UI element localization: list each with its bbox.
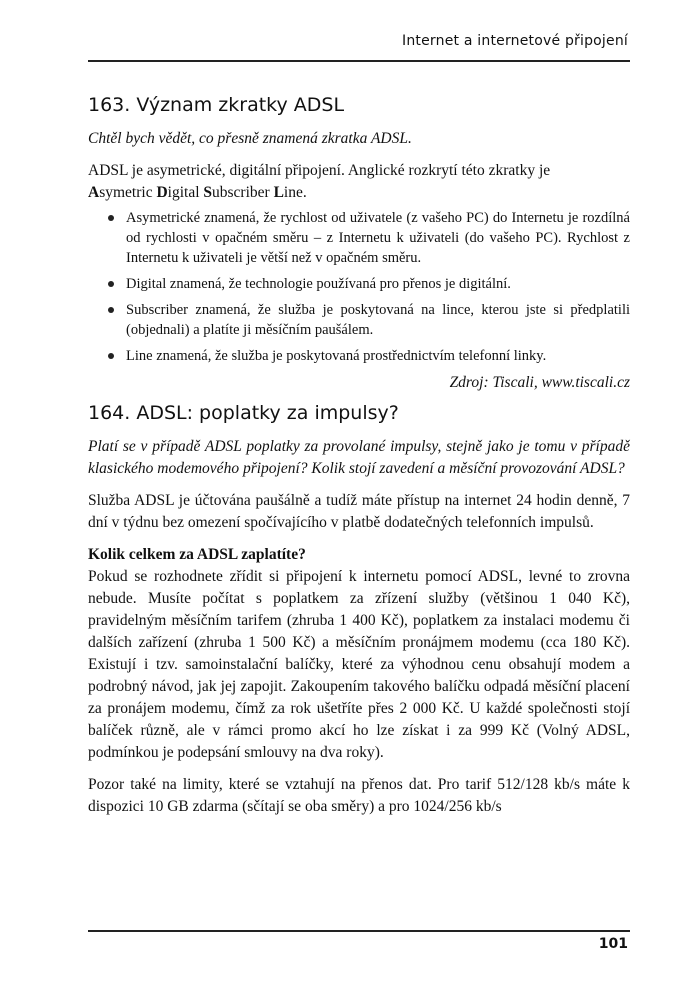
page-content (88, 92, 630, 818)
rest-a: symetric (99, 184, 157, 201)
header-rule (88, 60, 630, 62)
list-item: Line znamená, že služba je poskytovaná prostřednictvím telefonní linky. (88, 346, 630, 366)
list-item: Subscriber znamená, že služba je poskytovaná na lince, kterou jste si předplatili (objednali) a platíte ji měsíčním paušálem. (88, 300, 630, 340)
intro-text: ADSL je asymetrické, digitální připojení. Anglické rozkrytí této zkratky je (88, 162, 551, 179)
section-164-paragraph-1: Pokud se rozhodnete zřídit si připojení k internetu pomocí ADSL, levné to zrovna nebude. Musíte počítat s poplatkem za zřízení služby (většinou 1 040 Kč), pravidelným měsíčním tarifem (zhruba 1 400 Kč), poplatkem za instalaci modemu či dalších zařízení (zhruba 1 500 Kč) a měsíčním pronájmem modemu (cca 180 Kč). Existují i tzv. samoinstalační balíčky, které za výhodnou cenu obsahují modem a podrobný návod, jak jej zapojit. Zakoupením takového balíčku odpadá měsíční placení za pronájem modemu, čímž za rok ušetříte přes 2 000 Kč. U každé společnosti stojí balíček různě, ale v rámci promo akcí ho lze získat i za 999 Kč (Volný ADSL, podmínkou je podepsání smlouvy na dva roky). (88, 568, 630, 761)
list-item: Asymetrické znamená, že rychlost od uživatele (z vašeho PC) do Internetu je rozdílná od rychlosti v opačném směru – z Internetu k uživateli (do vašeho PC). Rychlost z Internetu k uživateli je větší než v opačném směru. (88, 208, 630, 268)
rest-s: ubscriber (212, 184, 274, 201)
acronym-expansion (88, 184, 307, 201)
initial-d: D (156, 184, 168, 201)
section-164-question: Platí se v případě ADSL poplatky za provolané impulsy, stejně jako je tomu v případě klasického modemového připojení? Kolik stojí zavedení a měsíční provozování ADSL? (88, 438, 630, 477)
section-164-paragraph-2: Pozor také na limity, které se vztahují na přenos dat. Pro tarif 512/128 kb/s máte k dispozici 10 GB zdarma (sčítají se oba směry) a pro 1024/256 kb/s (88, 776, 630, 815)
initial-s: S (203, 184, 213, 201)
page-number: 101 (598, 936, 628, 952)
section-164-subheading: Kolik celkem za ADSL zaplatíte? (88, 546, 306, 563)
footer-rule (88, 930, 630, 932)
section-163-intro (88, 160, 630, 204)
initial-a: A (88, 184, 100, 201)
section-163-heading: 163. Význam zkratky ADSL (88, 94, 345, 116)
list-item: Digital znamená, že technologie používaná pro přenos je digitální. (88, 274, 630, 294)
rest-d: igital (167, 184, 204, 201)
bullet-icon (108, 353, 114, 359)
bullet-icon (108, 281, 114, 287)
section-163-question: Chtěl bych vědět, co přesně znamená zkratka ADSL. (88, 130, 412, 147)
section-164-heading: 164. ADSL: poplatky za impulsy? (88, 402, 399, 424)
running-header: Internet a internetové připojení (402, 33, 628, 49)
source-citation: Zdroj: Tiscali, www.tiscali.cz (449, 374, 630, 391)
bullet-icon (108, 215, 114, 221)
rest-l: ine. (283, 184, 307, 201)
initial-l: L (273, 184, 284, 201)
definition-list (88, 208, 630, 366)
section-164-answer: Služba ADSL je účtována paušálně a tudíž máte přístup na internet 24 hodin denně, 7 dní v týdnu bez omezení spočívajícího v platbě dodatečných telefonních impulsů. (88, 492, 630, 531)
bullet-icon (108, 307, 114, 313)
